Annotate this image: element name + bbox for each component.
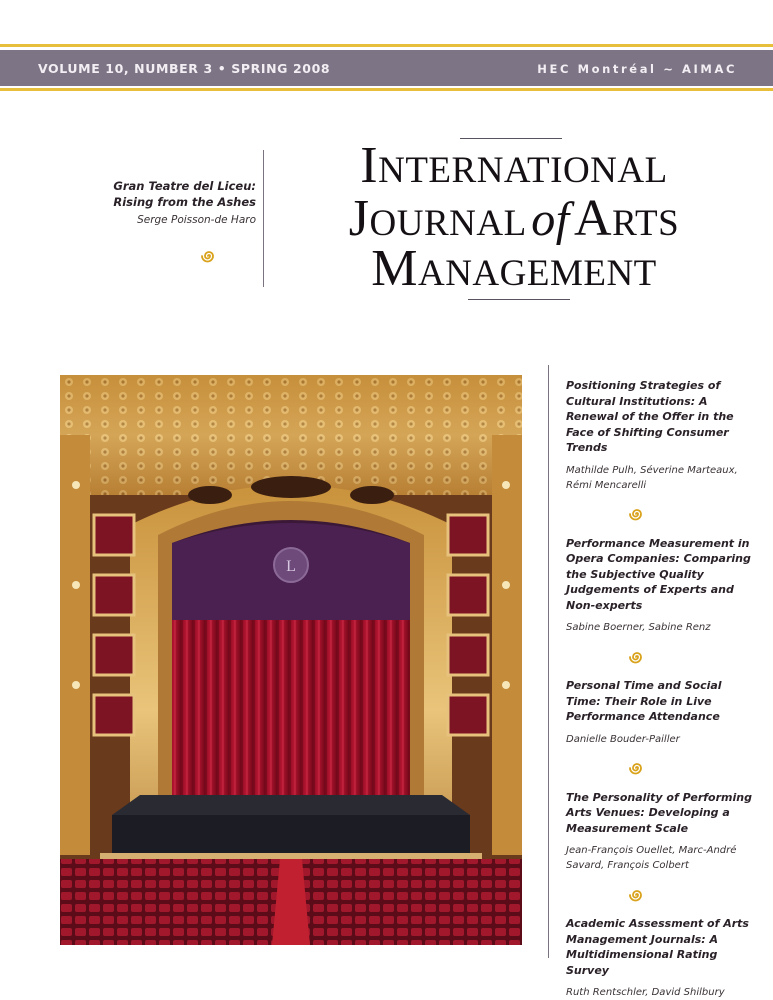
masthead-line-1: INTERNATIONAL xyxy=(360,137,668,194)
publisher-info: HEC Montréal ~ AIMAC xyxy=(537,62,737,76)
toc-authors: Jean-François Ouellet, Marc-André Savard, François Colbert xyxy=(566,845,737,871)
toc-title: Personal Time and Social Time: Their Role in Live Performance Attendance xyxy=(566,679,722,723)
masthead-line-3: MANAGEMENT xyxy=(371,240,657,297)
svg-text:L: L xyxy=(286,558,296,575)
header-band xyxy=(0,50,773,86)
toc-authors: Mathilde Pulh, Séverine Marteaux, Rémi Mencarelli xyxy=(566,464,738,491)
feature-title: Gran Teatre del Liceu: Rising from the Ashes xyxy=(113,179,256,209)
header-rule-top xyxy=(0,44,773,47)
toc-entry xyxy=(566,790,756,874)
feature-article xyxy=(60,178,256,226)
toc-title: The Personality of Performing Arts Venues: Developing a Measurement Scale xyxy=(566,790,752,835)
table-of-contents xyxy=(566,378,756,1000)
toc-entry xyxy=(566,378,756,493)
feature-divider xyxy=(263,150,264,287)
swirl-ornament-icon xyxy=(200,247,218,270)
swirl-ornament-icon xyxy=(566,641,756,672)
issue-info: VOLUME 10, NUMBER 3 • SPRING 2008 xyxy=(38,61,331,76)
swirl-ornament-icon xyxy=(566,499,756,530)
toc-divider xyxy=(548,365,549,958)
feature-author: Serge Poisson-de Haro xyxy=(137,214,256,226)
toc-title: Academic Assessment of Arts Management Journals: A Multidimensional Rating Survey xyxy=(566,917,749,977)
masthead-line-2: JOURNAL of ARTS xyxy=(348,190,680,247)
swirl-ornament-icon xyxy=(566,753,756,784)
toc-entry xyxy=(566,678,756,747)
toc-authors: Danielle Bouder-Pailler xyxy=(566,733,680,745)
toc-entry xyxy=(566,916,756,1000)
theatre-interior-photo xyxy=(60,375,522,945)
toc-entry xyxy=(566,536,756,636)
toc-authors: Sabine Boerner, Sabine Renz xyxy=(566,622,711,633)
toc-title: Performance Measurement in Opera Companies: Comparing the Subjective Quality Judgements of Experts and Non-experts xyxy=(566,536,751,612)
toc-authors: Ruth Rentschler, David Shilbury xyxy=(566,987,725,998)
swirl-ornament-icon xyxy=(566,879,756,910)
header-rule-bottom xyxy=(0,88,773,91)
masthead-rule-bottom xyxy=(468,299,570,300)
toc-title: Positioning Strategies of Cultural Institutions: A Renewal of the Offer in the Face of Shifting Consumer Trends xyxy=(566,379,734,454)
